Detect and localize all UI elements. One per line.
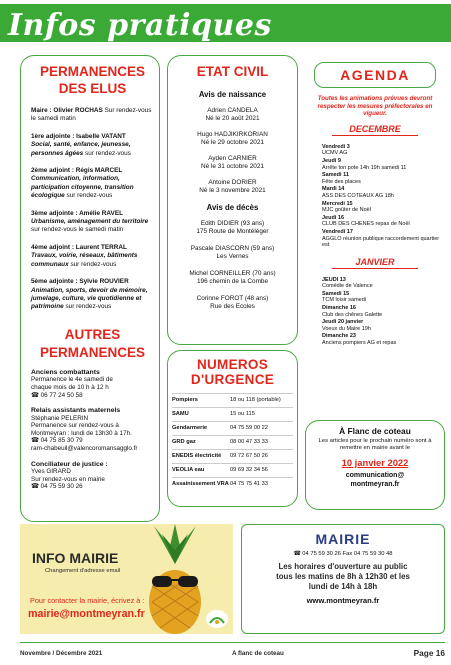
naissance-date: Né le 29 octobre 2021 [201,139,264,146]
elu-domain: Urbanisme, aménagement du territoire [31,218,149,226]
deces-entry [172,245,293,261]
agenda-event-label: TCM loisir samedi [322,297,367,304]
deces-heading: Avis de décès [206,203,259,212]
agenda-event [310,229,440,249]
agenda-event [310,144,440,157]
elu-note: Sur rendez-vous le samedi matin [31,107,152,123]
autre-permanence-line: Montmeyran : lundi de 13h30 à 17h. [31,429,132,437]
numero-service: GRD gaz [172,439,196,445]
deces-list [172,220,293,311]
mairie-hours-2: tous les matins de 8h à 12h30 et les [276,572,410,581]
autre-permanence-line: ☎ 04 75 85 30 79 [31,437,83,445]
deces-name: Corinne FOROT (48 ans) [196,295,269,302]
agenda-event-label: Voeux du Maire 19h [322,325,371,332]
numero-phone: 04 75 75 41 33 [230,481,268,487]
elu-entry [31,244,154,269]
numero-row [172,449,293,463]
page-title: Infos pratiques [8,8,272,43]
deces-name: Pascale DIASCORN (59 ans) [190,245,275,252]
mairie-panel [241,524,445,634]
autre-permanence-line: ☎ 06 77 24 50 58 [31,391,83,399]
naissance-date: Né le 31 octobre 2021 [201,163,264,170]
deces-address: Rue des Ecoles [210,303,255,310]
info-mairie-banner [20,524,233,634]
agenda-month-heading: DECEMBRE [332,124,418,136]
header-band [0,4,451,42]
autres-list [31,369,154,491]
elu-domain: Communication, information, participation citoyenne, transition écologique [31,175,134,200]
numero-phone: 08 00 47 33 33 [230,439,268,445]
autre-permanence-line: Permanence sur rendez-vous à [31,422,119,430]
autre-permanence-entry [31,407,154,453]
agenda-event-label: Arrête ton pote 14h 19h samedi 11 [322,164,407,171]
footer-publication: A flanc de coteau [231,649,284,657]
elu-domain: Social, santé, enfance, jeunesse, personnes âgées [31,141,131,157]
autre-permanence-entry [31,461,154,491]
autre-permanence-line: Yves GIRARD [31,468,71,476]
elu-entry [31,278,154,312]
agenda-event-label: Anciens pompiers AG et repas [322,340,397,347]
naissance-heading: Avis de naissance [198,90,267,99]
elu-entry [31,210,154,235]
elu-note: sur rendez-vous [66,192,113,200]
naissance-name: Ayden CARNIER [208,155,257,162]
mairie-title: MAIRIE [315,531,371,547]
numero-row [172,393,293,407]
elu-role: 2ème adjoint : [31,167,76,175]
agenda-event-date: JEUDI 13 [322,276,346,283]
elu-entry [31,167,154,201]
info-mairie-email[interactable]: mairie@montmeyran.fr [28,608,145,620]
numero-service: ENEDIS électricité [172,453,222,459]
mairie-website-link[interactable]: www.montmeyran.fr [306,596,380,605]
permanences-title: PERMANENCES DES ELUS [39,64,145,96]
autre-permanence-line: Sur rendez-vous en mairie [31,475,105,483]
agenda-event [310,215,440,228]
deces-entry [172,295,293,311]
elu-note: sur rendez-vous [70,260,117,268]
flanc-deadline: 10 janvier 2022 [341,457,409,468]
numero-phone: 09 69 32 34 56 [230,467,268,473]
autre-permanence-line: ☎ 04 75 59 30 26 [31,483,83,491]
deces-name: Edith DIDIER (93 ans) [200,220,265,227]
agenda-event-date: Dimanche 23 [322,333,356,340]
flanc-text: Les articles pour le prochain numéro sont à remettre en mairie avant le [318,438,432,451]
naissance-date: Né le 20 août 2021 [205,115,260,122]
agenda-note: Toutes les animations prévues devront respecter les mesures préfectorales en vigueur. [317,95,433,118]
agenda-event [310,305,440,318]
permanences-panel [20,55,160,522]
agenda-event-date: Jeudi 9 [322,157,341,164]
agenda-event-date: Jeudi 16 [322,214,345,221]
autre-permanence-line: ram-chabeuil@valencoromansagglo.fr [31,445,138,453]
autre-permanence-name: Conciliateur de justice : [31,460,108,468]
numero-service: Assainissement VRA [172,481,229,487]
naissance-entry [172,155,293,171]
elu-note: sur rendez-vous le samedi matin [31,226,124,234]
agenda-event-label: UCMV AG [322,150,348,157]
deces-address: 175 Route de Montéléger [196,228,269,235]
elu-entry [31,107,154,124]
flanc-email-domain[interactable]: montmeyran.fr [350,481,400,488]
page-number: Page 16 [413,648,445,658]
agenda-event [310,201,440,214]
elu-domain: Travaux, voirie, réseaux, bâtiments communaux [31,252,138,268]
elu-entry [31,133,154,158]
naissance-list [172,107,293,195]
agenda-event-date: Samedi 11 [322,172,349,179]
numero-service: Pompiers [172,397,198,403]
agenda-title: AGENDA [314,62,436,88]
naissance-entry [172,107,293,123]
agenda-event [310,333,440,346]
numero-row [172,421,293,435]
numero-phone: 18 ou 118 (portable) [230,397,281,403]
deces-address: Les Vernes [216,253,249,260]
agenda-event-label: ASS DES COTEAUX AG 18h [322,192,394,199]
elu-name: Régis MARCEL [75,167,123,175]
mairie-phone: ☎ 04 75 59 30 26 Fax 04 75 59 30 48 [293,551,393,557]
deces-name: Michel CORNEILLER (70 ans) [189,270,276,277]
naissance-date: Né le 3 novembre 2021 [199,187,266,194]
elu-name: Sylvie ROUVIER [79,278,129,286]
autre-permanence-line: Permanence le 4e samedi de [31,376,113,384]
agenda-event [310,291,440,304]
agenda-event-label: AGGLO réunion publique raccordement quartier est [322,235,440,249]
elu-name: Laurent TERRAL [75,243,127,251]
deces-entry [172,220,293,236]
agenda-event-label: Fête des places [322,178,361,185]
flanc-email-user[interactable]: communication@ [345,472,405,479]
numeros-title: NUMEROS D'URGENCE [190,357,275,387]
montmeyran-logo-icon [206,610,228,628]
numero-service: VEOLIA eau [172,467,205,473]
flanc-title: À Flanc de coteau [339,426,411,436]
agenda-event-date: Vendredi 3 [322,143,350,150]
elus-list [31,107,154,312]
etat-civil-panel [167,55,298,345]
elu-note: sur rendez-vous [85,149,131,157]
agenda-event-date: Jeudi 20 janvier [322,319,364,326]
mairie-hours-3: lundi de 14h à 18h [308,582,378,591]
elu-name: Amélie RAVEL [79,209,123,217]
numero-row [172,477,293,491]
numero-service: Gendarmerie [172,425,208,431]
autre-permanence-name: Anciens combattants [31,368,100,376]
agenda-event [310,158,440,171]
info-mairie-subtitle: Changement d'adresse email [45,568,121,574]
agenda-event-date: Mardi 14 [322,186,345,193]
mairie-hours-1: Les horaires d'ouverture au public [278,562,408,571]
agenda-event-date: Vendredi 17 [322,228,353,235]
numero-row [172,407,293,421]
deces-address: 196 chemin de la Combe [196,278,269,285]
numero-row [172,463,293,477]
autre-permanence-line: Stéphanie PELERIN [31,414,89,422]
flanc-coteau-panel [305,420,445,510]
elu-name: Isabelle VATANT [76,132,126,140]
numeros-urgence-panel [167,350,298,507]
numeros-table [172,393,293,491]
numero-phone: 09 72 67 50 26 [230,453,268,459]
numero-phone: 04 75 59 00 22 [230,425,268,431]
agenda-event-label: Comédie de Valence [322,283,373,290]
naissance-name: Hugo HADJIKIRKORIAN [197,131,268,138]
naissance-entry [172,179,293,195]
deces-entry [172,270,293,286]
agenda-event-date: Mercredi 15 [322,200,353,207]
elu-note: sur rendez-vous [65,303,112,311]
agenda-event-label: CLUB DES CHENES repas de Noël [322,221,410,228]
numero-row [172,435,293,449]
agenda-event [310,319,440,332]
naissance-name: Antoine DORIER [208,179,257,186]
agenda-event-label: MJC goûter de Noël [322,207,371,214]
naissance-name: Adrien CANDELA [207,107,258,114]
etat-civil-title: ETAT CIVIL [196,64,269,79]
naissance-entry [172,131,293,147]
elu-domain: Animation, sports, devoir de mémoire, jumelage, culture, vie quotidienne et patrimoine [31,286,148,311]
agenda-event [310,186,440,199]
pineapple-sunglasses-image [144,524,206,634]
autres-permanences-title: AUTRES PERMANENCES [39,326,145,360]
page-header [0,0,451,46]
agenda-list [310,124,440,349]
footer-issue: Novembre / Décembre 2021 [20,649,103,657]
elu-role: Maire : [31,107,54,114]
info-mairie-line: Pour contacter la mairie, écrivez à : [30,596,145,605]
autre-permanence-entry [31,369,154,399]
agenda-panel [305,55,445,420]
agenda-event-label: Club des chênes Galette [322,311,383,318]
agenda-event [310,277,440,290]
agenda-event-date: Dimanche 16 [322,305,356,312]
page-footer [20,642,445,660]
elu-role: 1ère adjointe : [31,132,77,140]
autre-permanence-name: Relais assistants maternels [31,407,121,415]
elu-role: 5ème adjointe : [31,278,80,286]
numero-phone: 15 ou 115 [230,411,255,417]
agenda-month-heading: JANVIER [332,257,418,269]
info-mairie-title: INFO MAIRIE [32,550,119,566]
autre-permanence-line: chaque mois de 10 h à 12 h [31,383,109,391]
elu-role: 4ème adjoint : [31,243,76,251]
agenda-event [310,172,440,185]
agenda-event-date: Samedi 15 [322,290,350,297]
elu-role: 3ème adjointe : [31,209,80,217]
numero-service: SAMU [172,411,189,417]
elu-name: Olivier ROCHAS [53,107,103,114]
